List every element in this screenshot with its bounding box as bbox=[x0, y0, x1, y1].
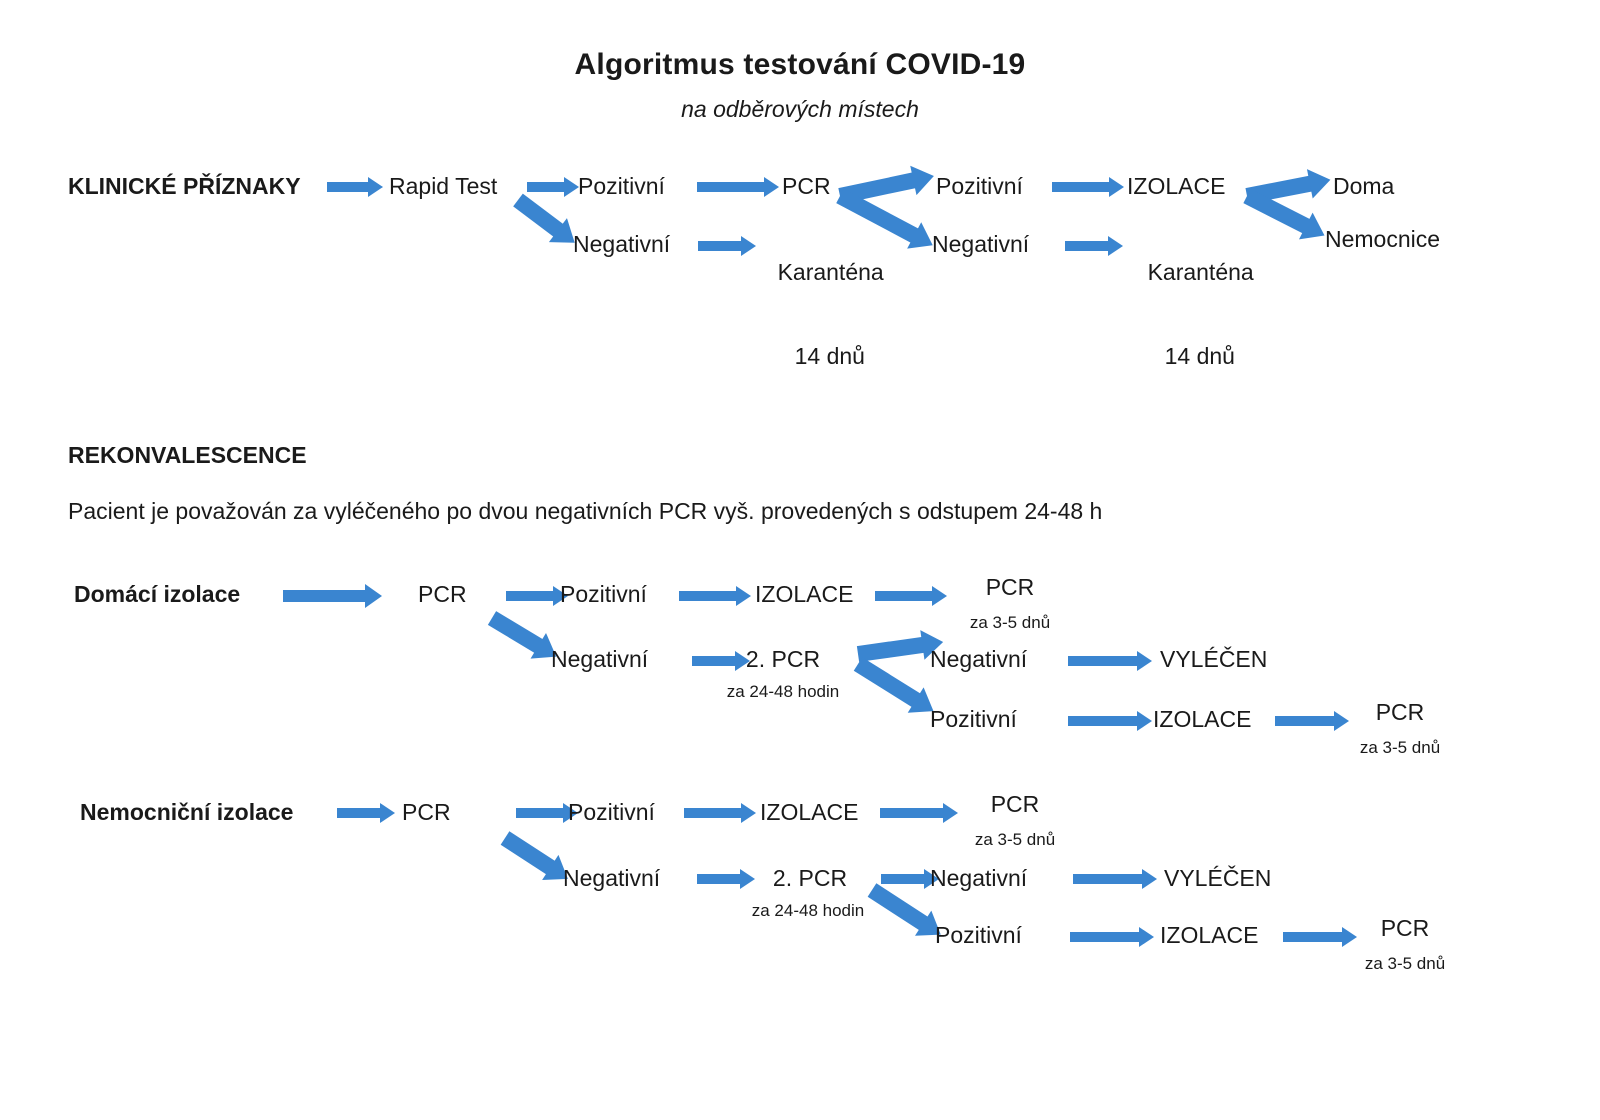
arrow-pcr-to-positive2 bbox=[840, 175, 938, 196]
node-home-izolace-2: IZOLACE bbox=[1153, 706, 1252, 732]
node-hosp-izolace-2: IZOLACE bbox=[1160, 922, 1259, 948]
node-hosp-pcr-follow-2-note: za 3-5 dnů bbox=[1364, 954, 1446, 973]
node-home-pcr: PCR bbox=[418, 581, 467, 607]
arrow-home-2pcr-to-positive2 bbox=[858, 664, 939, 714]
node-hosp-izolace-1: IZOLACE bbox=[760, 799, 859, 825]
node-hosp-positive-2: Pozitivní bbox=[935, 922, 1022, 948]
node-hosp-pcr-follow-1-note: za 3-5 dnů bbox=[974, 830, 1056, 849]
arrow-izolace-to-nemocnice bbox=[1247, 196, 1327, 237]
node-home-positive-1: Pozitivní bbox=[560, 581, 647, 607]
node-hosp-negative-2: Negativní bbox=[930, 865, 1028, 891]
node-karantena-1 bbox=[752, 230, 882, 398]
node-home-cured: VYLÉČEN bbox=[1160, 646, 1268, 672]
arrow-hosp-2pcr-to-positive2 bbox=[872, 890, 944, 937]
page-title: Algoritmus testování COVID-19 bbox=[574, 48, 1026, 81]
arrow-home-pcr-to-negative bbox=[492, 618, 557, 657]
node-home-pcr-follow-1: PCR bbox=[985, 574, 1035, 600]
karantena-2-line1: Karanténa bbox=[1147, 259, 1254, 286]
node-nemocnicni-izolace: Nemocniční izolace bbox=[80, 799, 294, 825]
node-hosp-pcr-follow-2: PCR bbox=[1380, 915, 1430, 941]
node-negative-1: Negativní bbox=[573, 231, 671, 257]
node-home-positive-2: Pozitivní bbox=[930, 706, 1017, 732]
node-negative-2: Negativní bbox=[932, 231, 1030, 257]
node-home-pcr-follow-2: PCR bbox=[1375, 699, 1425, 725]
node-hosp-negative-1: Negativní bbox=[563, 865, 661, 891]
karantena-1-line1: Karanténa bbox=[777, 259, 884, 286]
node-home-pcr-follow-1-note: za 3-5 dnů bbox=[969, 613, 1051, 632]
node-home-second-pcr: 2. PCR bbox=[745, 646, 821, 672]
karantena-2-line2: 14 dnů bbox=[1164, 343, 1235, 370]
node-hosp-pcr: PCR bbox=[402, 799, 451, 825]
node-hosp-pcr-follow-1: PCR bbox=[990, 791, 1040, 817]
node-home-negative-2: Negativní bbox=[930, 646, 1028, 672]
node-positive-1: Pozitivní bbox=[578, 173, 665, 199]
node-positive-2: Pozitivní bbox=[936, 173, 1023, 199]
node-rapid-test: Rapid Test bbox=[389, 173, 498, 199]
node-hosp-positive-1: Pozitivní bbox=[568, 799, 655, 825]
node-pcr-top: PCR bbox=[782, 173, 831, 199]
recovery-heading: REKONVALESCENCE bbox=[68, 442, 307, 468]
node-home-izolace-1: IZOLACE bbox=[755, 581, 854, 607]
recovery-text: Pacient je považován za vyléčeného po dvou negativních PCR vyš. provedených s odstupem 24-48 h bbox=[68, 498, 1103, 524]
node-karantena-2 bbox=[1122, 230, 1252, 398]
node-hosp-cured: VYLÉČEN bbox=[1164, 865, 1272, 891]
page-top-margin bbox=[0, 0, 1600, 14]
node-nemocnice: Nemocnice bbox=[1325, 226, 1441, 252]
node-hosp-second-pcr: 2. PCR bbox=[772, 865, 848, 891]
node-home-negative-1: Negativní bbox=[551, 646, 649, 672]
node-izolace-top: IZOLACE bbox=[1127, 173, 1226, 199]
node-doma: Doma bbox=[1333, 173, 1395, 199]
page-subtitle: na odběrových místech bbox=[681, 96, 919, 122]
node-hosp-second-pcr-note: za 24-48 hodin bbox=[751, 901, 865, 920]
node-home-second-pcr-note: za 24-48 hodin bbox=[726, 682, 840, 701]
arrow-rapid-to-negative bbox=[518, 200, 576, 243]
arrow-hosp-pcr-to-negative bbox=[505, 838, 569, 879]
karantena-1-line2: 14 dnů bbox=[794, 343, 865, 370]
node-home-pcr-follow-2-note: za 3-5 dnů bbox=[1359, 738, 1441, 757]
node-klinicke-priznaky: KLINICKÉ PŘÍZNAKY bbox=[68, 173, 301, 199]
node-domaci-izolace: Domácí izolace bbox=[74, 581, 241, 607]
